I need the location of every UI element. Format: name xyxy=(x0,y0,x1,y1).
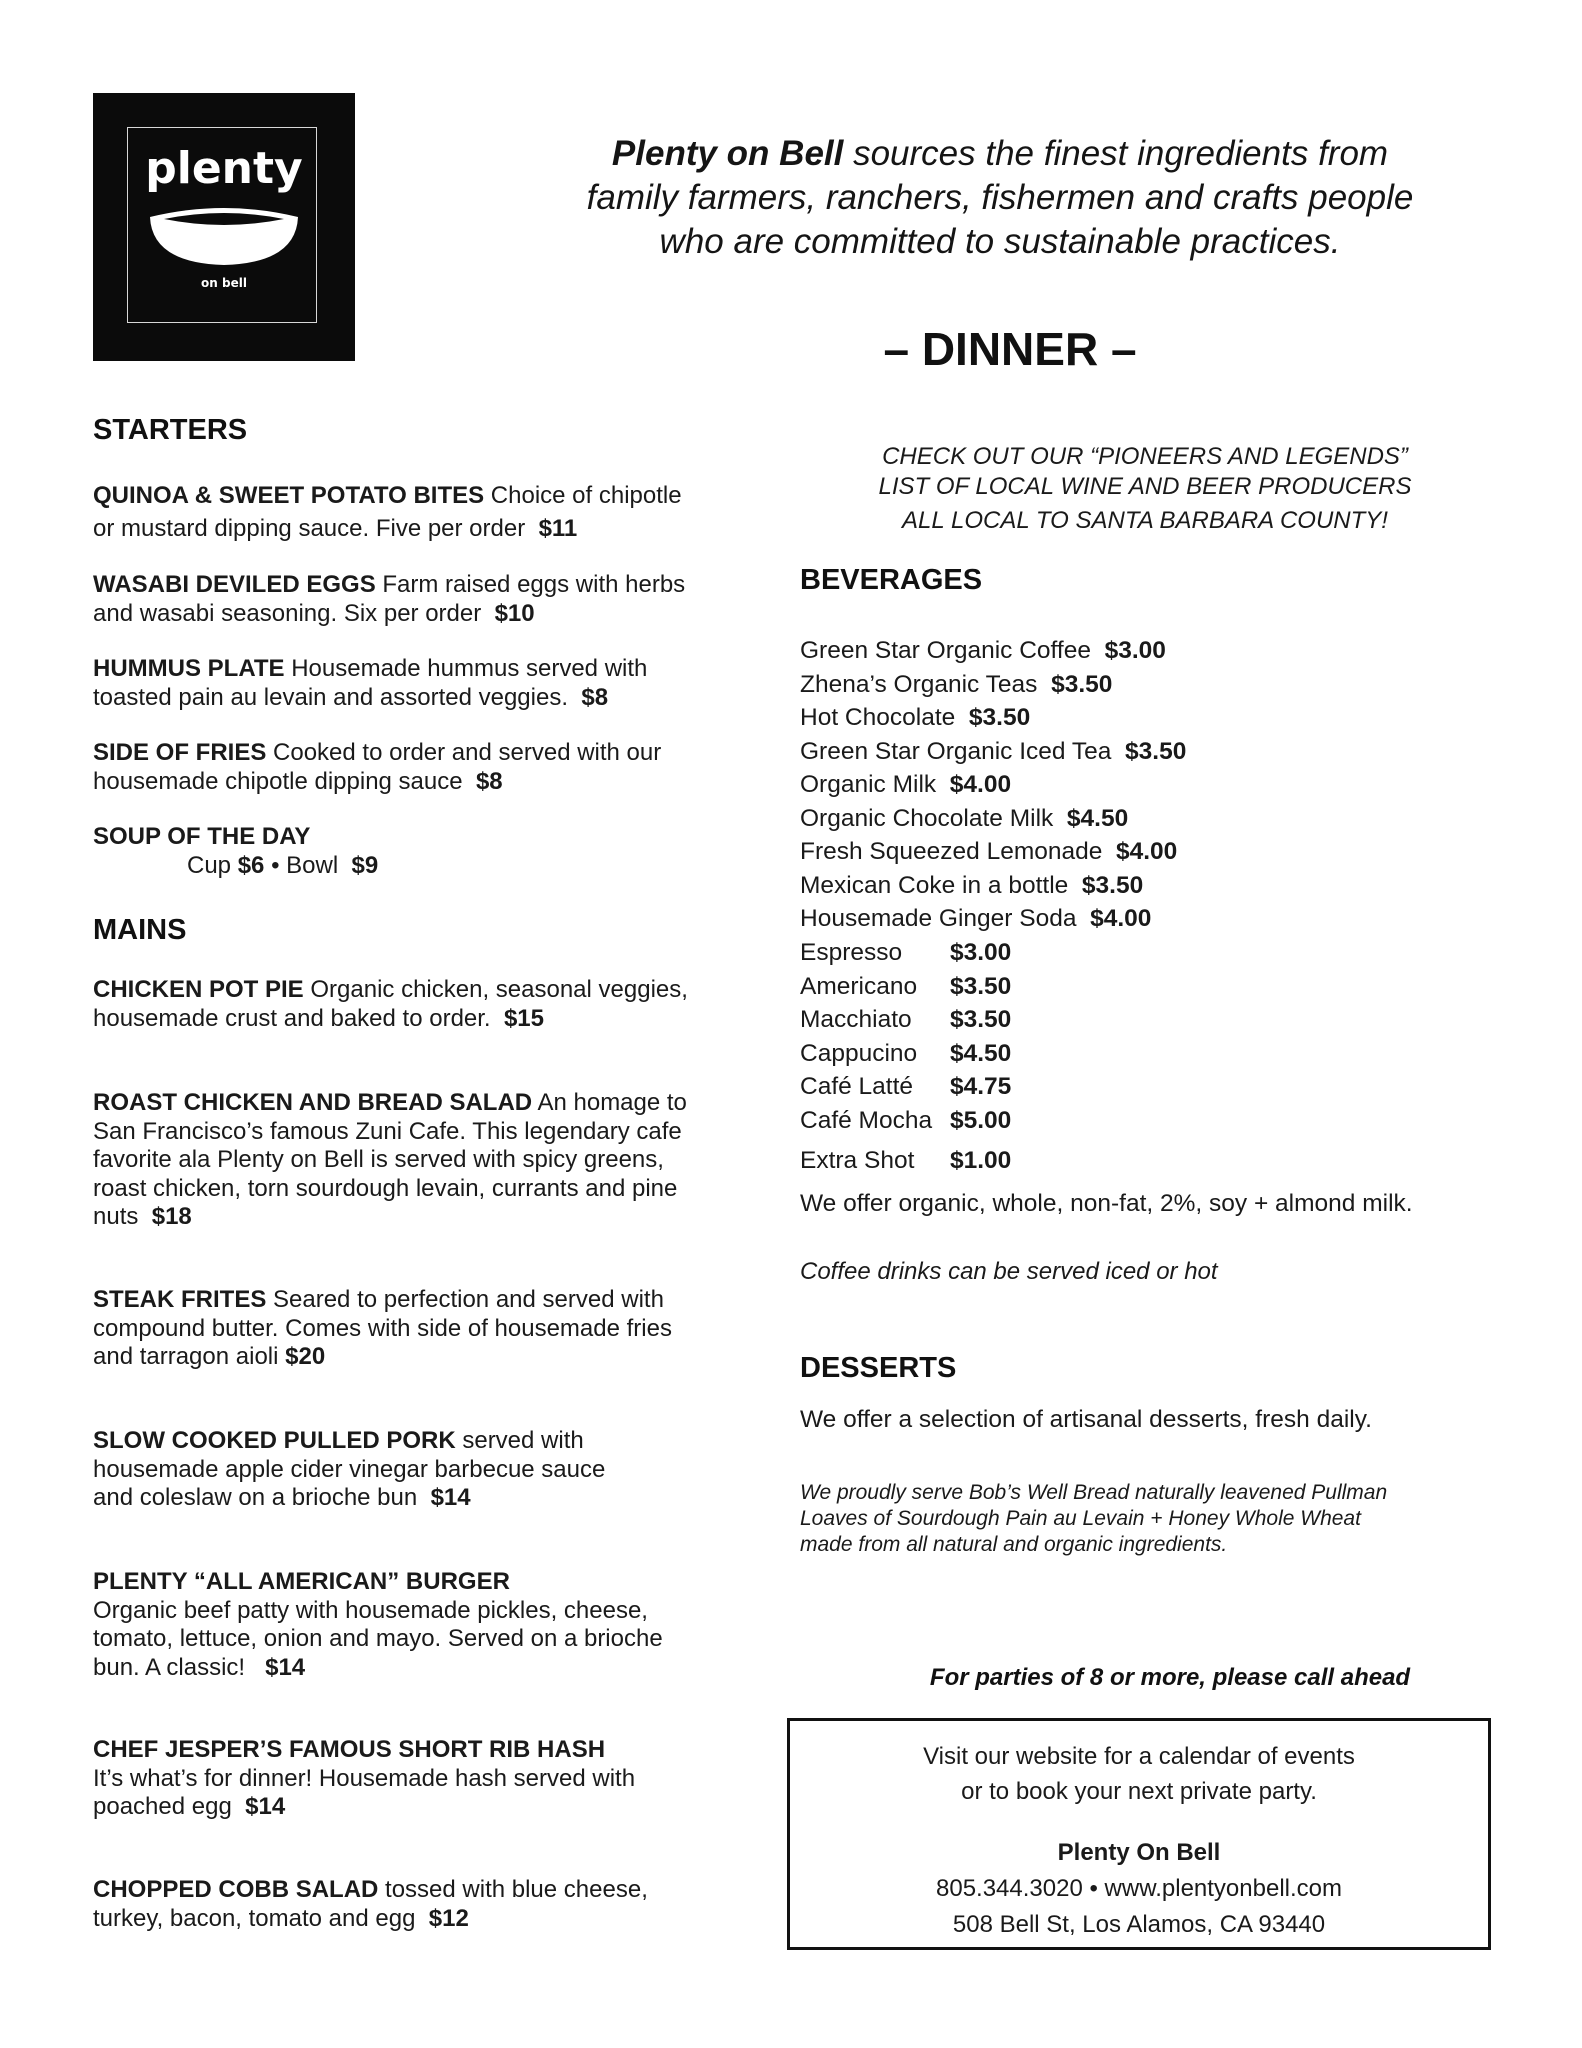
beverage-name: Housemade Ginger Soda xyxy=(800,905,1077,932)
main-item xyxy=(93,1736,743,1822)
item-name: HUMMUS PLATE xyxy=(93,655,285,682)
beverage-name: Green Star Organic Coffee xyxy=(800,637,1091,664)
logo-wordmark: plenty xyxy=(145,143,303,194)
main-item xyxy=(93,976,743,1033)
beverage-price: $5.00 xyxy=(950,1107,1012,1134)
item-desc: Farm raised eggs with herbs xyxy=(375,571,686,598)
intro-statement xyxy=(540,132,1460,264)
bread-note-line: We proudly serve Bob’s Well Bread naturally leavened Pullman xyxy=(800,1481,1388,1504)
beverage-name: Fresh Squeezed Lemonade xyxy=(800,838,1103,865)
beverage-item xyxy=(800,835,1177,869)
item-desc: tomato, lettuce, onion and mayo. Served on a brioche xyxy=(93,1625,663,1652)
contact-name: Plenty On Bell xyxy=(1057,1839,1221,1866)
beverage-price: $1.00 xyxy=(950,1147,1012,1174)
beverage-item xyxy=(800,768,1011,802)
iced-hot-note: Coffee drinks can be served iced or hot xyxy=(800,1258,1218,1285)
intro-line3: who are committed to sustainable practices. xyxy=(659,222,1341,261)
beverage-price: $3.50 xyxy=(1051,671,1113,698)
beverage-price: $3.50 xyxy=(1081,872,1144,899)
item-name: CHOPPED COBB SALAD xyxy=(93,1876,379,1903)
item-price: $14 xyxy=(265,1653,306,1681)
beverage-item xyxy=(800,902,1151,936)
desserts-text: We offer a selection of artisanal desserts, fresh daily. xyxy=(800,1406,1372,1433)
beverage-price: $3.50 xyxy=(968,704,1031,731)
beverage-item xyxy=(800,802,1128,836)
beverage-name: Macchiato xyxy=(800,1006,912,1033)
beverage-name: Green Star Organic Iced Tea xyxy=(800,738,1112,765)
beverage-name: Mexican Coke in a bottle xyxy=(800,872,1069,899)
item-desc: An homage to xyxy=(532,1089,687,1116)
soup-bowl-label: • Bowl xyxy=(264,851,345,879)
note-line: LIST OF LOCAL WINE AND BEER PRODUCERS xyxy=(878,473,1412,500)
intro-line2: family farmers, ranchers, fishermen and crafts people xyxy=(586,178,1414,217)
item-desc: and tarragon aioli xyxy=(93,1343,279,1370)
item-desc: roast chicken, torn sourdough levain, currants and pine xyxy=(93,1174,678,1202)
contact-line: Visit our website for a calendar of events xyxy=(923,1743,1355,1770)
main-item xyxy=(93,1568,743,1682)
item-price: $15 xyxy=(503,1004,544,1032)
beverage-name: Cappucino xyxy=(800,1040,918,1067)
item-desc: housemade crust and baked to order. xyxy=(93,1004,491,1032)
beverage-name: Café Latté xyxy=(800,1073,914,1100)
beverage-name: Café Mocha xyxy=(800,1107,933,1134)
item-desc: compound butter. Comes with side of housemade fries xyxy=(93,1314,672,1342)
beverage-item xyxy=(800,735,1186,769)
item-name: WASABI DEVILED EGGS xyxy=(93,571,376,598)
item-desc: and wasabi seasoning. Six per order xyxy=(93,599,482,627)
beverage-item xyxy=(800,936,1011,970)
beverage-name: Hot Chocolate xyxy=(800,704,956,731)
item-desc: Housemade hummus served with xyxy=(284,655,648,682)
beverage-name: Americano xyxy=(800,973,918,1000)
item-desc: turkey, bacon, tomato and egg xyxy=(93,1904,416,1932)
beverage-name: Zhena’s Organic Teas xyxy=(800,671,1038,698)
beverage-price: $4.00 xyxy=(1090,905,1152,932)
item-price: $8 xyxy=(581,683,609,711)
item-desc: nuts xyxy=(93,1203,139,1230)
mains-heading: MAINS xyxy=(93,914,187,946)
item-desc: San Francisco’s famous Zuni Cafe. This legendary cafe xyxy=(93,1117,682,1145)
beverage-item xyxy=(800,1104,1011,1138)
item-price: $11 xyxy=(538,514,578,542)
item-desc: Seared to perfection and served with xyxy=(266,1286,664,1313)
desserts-heading: DESSERTS xyxy=(800,1352,957,1384)
beverage-name: Espresso xyxy=(800,939,903,966)
item-desc: housemade apple cider vinegar barbecue sauce xyxy=(93,1455,606,1483)
note-line: CHECK OUT OUR “PIONEERS AND LEGENDS” xyxy=(882,443,1408,470)
soup-cup-price: $6 xyxy=(237,851,265,879)
beverage-item xyxy=(800,701,1030,735)
item-name: CHICKEN POT PIE xyxy=(93,976,304,1003)
beverage-price: $3.50 xyxy=(950,1006,1012,1033)
beverage-name: Organic Milk xyxy=(800,771,937,798)
item-desc: Choice of chipotle xyxy=(484,482,682,509)
bread-note-line: Loaves of Sourdough Pain au Levain + Honey Whole Wheat xyxy=(800,1507,1361,1530)
pioneers-legends-note xyxy=(795,442,1495,536)
beverage-item xyxy=(800,1070,1011,1104)
item-desc: toasted pain au levain and assorted veggies. xyxy=(93,683,568,711)
item-price: $20 xyxy=(285,1343,326,1370)
beverage-item xyxy=(800,668,1112,702)
beverage-name: Organic Chocolate Milk xyxy=(800,805,1054,832)
beverage-price: $3.50 xyxy=(1125,738,1187,765)
starter-item xyxy=(93,482,743,543)
item-desc: poached egg xyxy=(93,1793,232,1820)
item-desc: Organic beef patty with housemade pickles, cheese, xyxy=(93,1596,648,1624)
beverage-item xyxy=(800,1144,1011,1178)
beverage-price: $4.75 xyxy=(950,1073,1012,1100)
contact-box xyxy=(787,1718,1491,1950)
soup-bowl-price: $9 xyxy=(351,851,379,879)
menu-title: – DINNER – xyxy=(883,323,1137,375)
intro-brand: Plenty on Bell xyxy=(611,134,844,173)
main-item xyxy=(93,1427,743,1513)
item-price: $10 xyxy=(494,599,535,627)
contact-phone-website: 805.344.3020 • www.plentyonbell.com xyxy=(936,1875,1342,1902)
item-name: SLOW COOKED PULLED PORK xyxy=(93,1427,456,1454)
beverages-heading: BEVERAGES xyxy=(800,564,983,596)
item-desc: Cooked to order and served with our xyxy=(266,739,662,766)
item-desc: tossed with blue cheese, xyxy=(378,1876,648,1903)
contact-line: or to book your next private party. xyxy=(961,1778,1317,1805)
item-desc: It’s what’s for dinner! Housemade hash served with xyxy=(93,1764,636,1792)
item-name: ROAST CHICKEN AND BREAD SALAD xyxy=(93,1089,533,1116)
beverage-price: $4.00 xyxy=(949,771,1012,798)
item-name: SIDE OF FRIES xyxy=(93,739,267,766)
item-desc: and coleslaw on a brioche bun xyxy=(93,1484,418,1511)
logo-subtitle: on bell xyxy=(201,276,247,290)
beverage-price: $4.50 xyxy=(950,1040,1012,1067)
soup-of-the-day xyxy=(93,823,743,880)
item-name: CHEF JESPER’S FAMOUS SHORT RIB HASH xyxy=(93,1736,606,1763)
item-desc: housemade chipotle dipping sauce xyxy=(93,767,463,795)
main-item xyxy=(93,1876,743,1933)
starter-item xyxy=(93,571,743,628)
starter-item xyxy=(93,655,743,712)
item-name: PLENTY “ALL AMERICAN” BURGER xyxy=(93,1568,510,1595)
item-name: STEAK FRITES xyxy=(93,1286,267,1313)
starter-item xyxy=(93,739,743,796)
main-item xyxy=(93,1286,743,1372)
item-price: $14 xyxy=(245,1793,286,1820)
item-price: $14 xyxy=(430,1484,471,1511)
item-desc: served with xyxy=(455,1427,584,1454)
main-item xyxy=(93,1089,743,1232)
beverage-price: $3.50 xyxy=(950,973,1012,1000)
restaurant-logo xyxy=(93,93,355,361)
bread-note xyxy=(800,1480,1460,1558)
item-name: SOUP OF THE DAY xyxy=(93,823,311,850)
beverage-item xyxy=(800,1037,1011,1071)
beverage-item xyxy=(800,970,1011,1004)
contact-address: 508 Bell St, Los Alamos, CA 93440 xyxy=(952,1911,1326,1938)
item-desc: or mustard dipping sauce. Five per order xyxy=(93,514,526,542)
item-price: $18 xyxy=(151,1203,192,1230)
item-price: $8 xyxy=(475,767,503,795)
beverage-item xyxy=(800,869,1143,903)
parties-note: For parties of 8 or more, please call ahead xyxy=(929,1664,1411,1691)
beverage-price: $4.50 xyxy=(1066,805,1129,832)
beverage-price: $4.00 xyxy=(1116,838,1178,865)
soup-cup-label: Cup xyxy=(187,851,238,879)
intro-line1: sources the finest ingredients from xyxy=(843,134,1389,173)
item-desc: Organic chicken, seasonal veggies, xyxy=(303,976,688,1003)
beverage-price: $3.00 xyxy=(950,939,1012,966)
beverage-item xyxy=(800,1003,1011,1037)
bread-note-line: made from all natural and organic ingredients. xyxy=(800,1533,1228,1556)
item-desc: favorite ala Plenty on Bell is served with spicy greens, xyxy=(93,1146,664,1173)
beverage-item xyxy=(800,634,1166,668)
item-price: $12 xyxy=(428,1904,469,1932)
bowl-icon xyxy=(146,203,302,267)
item-name: QUINOA & SWEET POTATO BITES xyxy=(93,482,485,509)
beverage-name: Extra Shot xyxy=(800,1147,915,1174)
starters-heading: STARTERS xyxy=(93,414,248,446)
item-desc: bun. A classic! xyxy=(93,1653,246,1681)
note-line: ALL LOCAL TO SANTA BARBARA COUNTY! xyxy=(902,507,1388,534)
milk-options-note: We offer organic, whole, non-fat, 2%, soy + almond milk. xyxy=(800,1190,1413,1217)
beverage-price: $3.00 xyxy=(1104,637,1166,664)
